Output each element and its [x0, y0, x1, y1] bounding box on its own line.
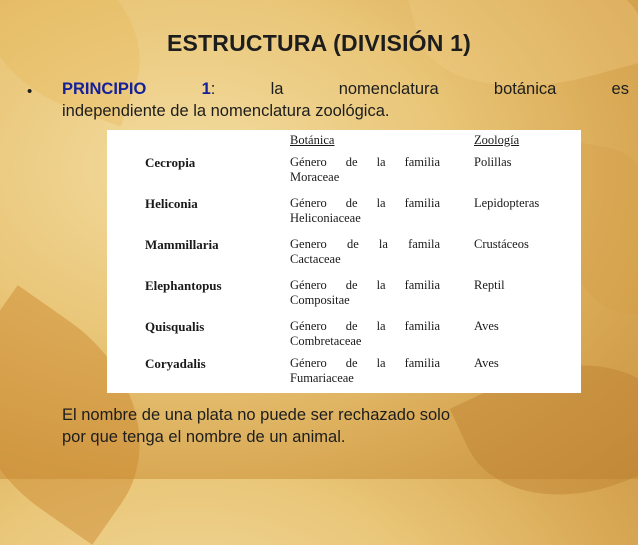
botanica-cell: Género de la familia Heliconiaceae [290, 196, 440, 225]
genus-name: Elephantopus [145, 278, 222, 293]
principle-word: es [611, 80, 629, 98]
table-row [107, 352, 581, 392]
botanica-cell: Género de la familia Combretaceae [290, 319, 440, 348]
principle-number: 1: [201, 80, 216, 98]
principle-word: la [270, 80, 284, 98]
footer-text [62, 404, 612, 448]
header-zoologia: Zoología [474, 133, 520, 147]
table-row [107, 274, 581, 314]
genus-name: Quisqualis [145, 319, 205, 334]
table-row [107, 192, 581, 232]
footer-line-1: El nombre de una plata no puede ser rechazado solo [62, 406, 451, 424]
botanica-cell: Género de la familia Moraceae [290, 155, 440, 184]
bullet-dot-icon: • [27, 83, 33, 100]
nomenclature-table [107, 130, 581, 393]
principle-text [62, 78, 629, 122]
principle-label: PRINCIPIO [62, 80, 147, 98]
footer-line-2: por que tenga el nombre de un animal. [62, 428, 346, 446]
botanica-cell: Genero de la famila Cactaceae [290, 237, 440, 266]
zoologia-cell: Crustáceos [474, 237, 529, 251]
header-botanica: Botánica [290, 133, 335, 147]
botanica-cell: Género de la familia Fumariaceae [290, 356, 440, 385]
botanica-cell: Género de la familia Compositae [290, 278, 440, 307]
table-row [107, 315, 581, 355]
genus-name: Mammillaria [145, 237, 219, 252]
table-row [107, 151, 581, 191]
zoologia-cell: Aves [474, 319, 499, 333]
table-row [107, 233, 581, 273]
principle-line-1 [62, 78, 629, 100]
genus-name: Heliconia [145, 196, 198, 211]
principle-word: nomenclatura [338, 80, 439, 98]
zoologia-cell: Lepidopteras [474, 196, 540, 210]
zoologia-cell: Reptil [474, 278, 505, 292]
zoologia-cell: Aves [474, 356, 499, 370]
principle-word: botánica [493, 80, 557, 98]
genus-name: Coryadalis [145, 356, 206, 371]
principle-line-2: independiente de la nomenclatura zoológica. [62, 102, 390, 120]
zoologia-cell: Polillas [474, 155, 512, 169]
genus-name: Cecropia [145, 155, 196, 170]
slide-title: ESTRUCTURA (DIVISIÓN 1) [166, 30, 472, 56]
